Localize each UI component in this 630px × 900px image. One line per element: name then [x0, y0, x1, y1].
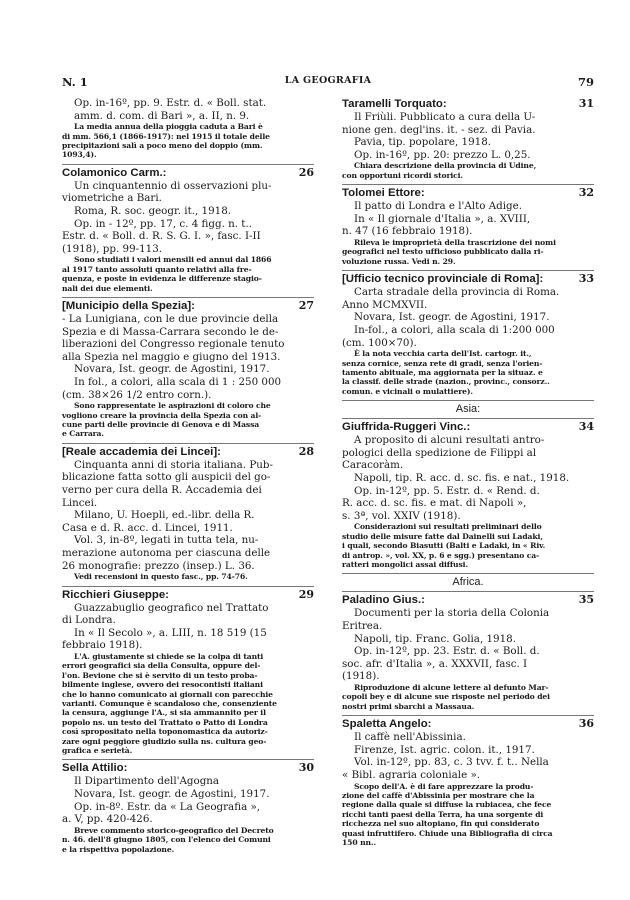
entry-number: 29 — [298, 587, 314, 601]
entry-note-line: di antrop. », vol. XX, p. 6 e sgg.) presentano ca- — [342, 550, 540, 560]
entry-note-line: con opportuni ricordi storici. — [342, 170, 463, 180]
entry-text-line: Un cinquantennio di osservazioni plu- — [74, 179, 272, 192]
entry-author: [Reale accademia dei Lincei]: — [62, 445, 221, 458]
entry-text-line: Pavia, tip. popolare, 1918. — [354, 136, 492, 149]
entry-text-line: alla Spezia nel maggio e giugno del 1913. — [62, 350, 281, 363]
entry-number: 36 — [578, 717, 594, 731]
entry-note-line: zare ogni peggiore giudizio sulla ns. cultura geo- — [62, 736, 267, 746]
entry-text-line: Carta stradale della provincia di Roma. — [354, 286, 560, 299]
entry-note-line: varianti. Comunque è scandaloso che, consenziente — [62, 698, 277, 708]
entry-note-line: al 1917 tanto assoluti quanto relativi alla fre- — [62, 264, 252, 274]
entry-text-line: In « Il giornale d'Italia », a. XVIII, — [354, 212, 531, 225]
entry-text-line: Firenze, Ist. agric. colon. it., 1917. — [354, 743, 535, 756]
entry-text-line: blicazione fatta sotto gli auspicii del go- — [62, 471, 271, 484]
entry-heading — [342, 591, 594, 607]
entry-text-line: nione gen. degl'ins. it. - sez. di Pavia. — [342, 123, 536, 136]
page-header — [62, 75, 594, 91]
entry-note-line: voluzione russa. Vedi n. 29. — [342, 256, 456, 266]
entry-text-line: Cinquanta anni di storia italiana. Pub- — [74, 458, 273, 471]
entry-text-line: Guazzabuglio geografico nel Trattato — [74, 601, 269, 614]
entry-note-line: L'A. giustamente si chiede se la colpa di tanti — [74, 651, 264, 661]
entry-text-line: Vol. 3, in-8º, legati in tutta tela, nu- — [74, 534, 259, 547]
entry-note-line: È la nota vecchia carta dell'Ist. cartogr. it., — [354, 349, 532, 359]
entry-text-line: Il Friùli. Pubblicato a cura della U- — [354, 111, 536, 123]
entry-text-line: Il Dipartimento dell'Agogna — [74, 775, 220, 788]
entry-text-line: 26 monografie: prezzo (insep.) L. 36. — [62, 559, 255, 572]
bibliography-entry — [62, 759, 314, 854]
entry-heading — [62, 297, 314, 313]
bibliography-entry — [62, 586, 314, 756]
entry-note-line: nostri primi sbarchi a Massaua. — [342, 701, 475, 711]
entry-author: Giuffrida-Ruggeri Vinc.: — [342, 421, 471, 434]
entry-text-line: Op. in-16º, pp. 9. Estr. d. « Boll. stat. — [74, 97, 267, 109]
entry-note-line: La media annua della pioggia caduta a Bari è — [74, 122, 263, 132]
entry-note-line: cune parti delle provincie di Genova e di Massa — [62, 419, 260, 429]
entry-text-line: (1918), pp. 99-113. — [62, 242, 163, 255]
entry-note-line: comun. e vicinali o mulattiere). — [342, 386, 473, 396]
entry-text-line: R. acc. d. sc. fis. e mat. di Napoli », — [342, 497, 527, 510]
entry-text-line: Spezia e di Massa-Carrara secondo le de- — [62, 325, 279, 338]
entry-text-line: Op. in-16º, pp. 20: prezzo L. 0,25. — [354, 148, 531, 161]
entry-note-line: Vedi recensioni in questo fasc., pp. 74-76. — [74, 572, 248, 582]
entry-number: 33 — [578, 272, 594, 286]
entry-text-line: verno per cura della R. Accademia dei — [62, 483, 262, 496]
entry-note-line: e Carrara. — [62, 429, 104, 439]
left-column — [62, 97, 314, 858]
entry-note-line: regione dalla quale si diffuse la rubiacea, che fece — [342, 800, 552, 810]
entry-text-line: (cm. 38×26 1/2 entro corn.). — [62, 388, 212, 401]
entry-heading — [62, 586, 314, 602]
entry-note-line: Rileva le improprietà della trascrizione dei nomi — [354, 237, 556, 247]
entry-number: 34 — [578, 420, 594, 434]
entry-text-line: pologici della spedizione de Filippi al — [342, 446, 537, 459]
entry-note-line: Considerazioni sui resultati preliminari dello — [354, 522, 542, 532]
entry-text-line: (cm. 100×70). — [342, 336, 417, 349]
entry-text-line: a. V, pp. 420-426. — [62, 813, 153, 826]
entry-note-line: bilmente inglese, ovvero dei resocontisti italiani — [62, 680, 263, 690]
entry-text-line: (1918). — [342, 670, 380, 683]
entry-note-line: Chiara descrizione della provincia di Udine, — [354, 161, 537, 171]
entry-note-line: ricchi tanti paesi della Terra, ha una sorgente di — [342, 809, 544, 819]
entry-note-line: copoli bey e di alcune sue risposte nel periodo dei — [342, 692, 550, 702]
entry-note-line: la classif. delle strade (nazion., provinc., consorz.. — [342, 377, 550, 387]
entry-note-line: ratteri mongolici assai diffusi. — [342, 559, 468, 569]
entry-heading — [342, 418, 594, 434]
entry-note-line: così spropositato nella toponomastica da autoriz- — [62, 727, 268, 737]
entry-number: 26 — [298, 165, 314, 179]
entry-text-line: merazione autonoma per ciascuna delle — [62, 546, 271, 559]
entry-text-line: n. 47 (16 febbraio 1918). — [342, 225, 473, 238]
entry-text-line: Napoli, tip. R. acc. d. sc. fis. e nat., 1918. — [354, 471, 570, 484]
entry-text-line: Novara, Ist. geogr. de Agostini, 1917. — [354, 311, 550, 324]
entry-note-line: quasi infruttifero. Chiude una Bibliografia di circa — [342, 828, 553, 838]
entry-text-line: Estr. d. « Boll. d. R. S. G. I. », fasc. I-II — [62, 230, 261, 243]
entry-note-line: la censura, aggiunge l'A., si sia ammannito per il — [62, 708, 266, 718]
entry-number: 28 — [298, 444, 314, 458]
entry-text-line: febbraio 1918). — [62, 639, 143, 652]
entry-text-line: Roma, R. soc. geogr. it., 1918. — [74, 205, 232, 217]
bibliography-entry — [342, 418, 594, 569]
entry-number: 27 — [298, 299, 314, 312]
entry-author: Paladino Gius.: — [342, 594, 425, 607]
bibliography-entry — [62, 297, 314, 439]
bibliography-entry — [62, 443, 314, 582]
entry-note-line: ricchezza nel suo altopiano, fin qui considerato — [342, 819, 540, 829]
entry-note-line: e la rispettiva popolazione. — [62, 844, 175, 854]
entry-author: [Ufficio tecnico provinciale di Roma]: — [342, 273, 544, 286]
entry-note-line: zione del caffè d'Abissinia per mostrare che la — [342, 790, 535, 800]
entry-text-line: - La Lunigiana, con le due provincie della — [62, 313, 279, 325]
running-title: LA GEOGRAFIA — [284, 75, 372, 86]
entry-text-line: Vol. in-12º, pp. 83, c. 3 tvv. f. t.. Nella — [354, 756, 549, 769]
entry-author: Sella Attilio: — [62, 762, 128, 775]
entry-text-line: Casa e d. R. acc. d. Lincei, 1911. — [62, 521, 233, 534]
entry-author: [Municipio della Spezia]: — [62, 300, 195, 312]
entry-text-line: Il caffè nell'Abissinia. — [354, 731, 466, 744]
entry-author: Spaletta Angelo: — [342, 718, 432, 731]
entry-note-line: geografici nel testo ufficioso pubblicato dalla ri- — [342, 247, 544, 257]
entry-note-line: senza cornice, senza rete di gradi, senza l'orien- — [342, 358, 543, 368]
entry-note-line: vogliono creare la provincia della Spezia con al- — [62, 410, 262, 420]
entry-note-line: precipitazioni salì a poco meno del doppio (mm. — [62, 141, 263, 150]
entry-note-line: errori geografici sia della Consulta, oppure del- — [62, 661, 261, 671]
entry-number: 35 — [578, 593, 594, 607]
entry-author: Colamonico Carm.: — [62, 166, 167, 179]
entry-note-line: 1093,4). — [62, 150, 97, 160]
entry-author: Tolomei Ettore: — [342, 187, 425, 200]
entry-text-line: In « Il Secolo », a. LIII, n. 18 519 (15 — [74, 626, 267, 639]
entry-note-line: Breve commento storico-geografico del Decreto — [74, 825, 274, 835]
entry-note-line: Riproduzione di alcune lettere al defunto Mar- — [354, 682, 549, 692]
entry-text-line: In fol., a colori, alla scala di 1 : 250 000 — [74, 375, 282, 388]
bibliography-entry — [342, 591, 594, 711]
entry-text-line: s. 3ª, vol. XXIV (1918). — [342, 509, 461, 522]
entry-note-line: Sono rappresentate le aspirazioni di coloro che — [74, 401, 271, 411]
entry-heading — [342, 184, 594, 200]
entry-heading — [342, 715, 594, 731]
page-number: 79 — [577, 75, 594, 89]
entry-text-line: Anno MCMXVII. — [342, 298, 428, 311]
entry-text-line: Novara, Ist. geogr. de Agostini, 1917. — [74, 363, 270, 376]
entry-author: Ricchieri Giuseppe: — [62, 588, 169, 601]
entry-text-line: viometriche a Bari. — [62, 192, 162, 205]
entry-note-line: grafica e serietà. — [62, 745, 133, 755]
entry-note-line: Scopo dell'A. è di fare apprezzare la produ- — [354, 781, 534, 791]
entry-text-line: Eritrea. — [342, 619, 383, 632]
bibliography-entry — [342, 270, 594, 396]
bibliography-entry — [342, 715, 594, 847]
entry-note-line: che lo hanno comunicato ai giornali con parecchie — [62, 689, 273, 699]
entry-text-line: Lincei. — [62, 496, 98, 509]
entry-text-line: A proposito di alcuni resultati antro- — [354, 434, 545, 447]
entry-text-line: Op. in-8º. Estr. da « La Geografia », — [74, 800, 261, 813]
right-column — [342, 97, 594, 851]
entry-number: 32 — [578, 186, 594, 200]
entry-number: 30 — [298, 761, 314, 775]
entry-text-line: Napoli, tip. Franc. Golia, 1918. — [354, 632, 516, 645]
entry-note-line: i quali, secondo Biasutti (Balti e Ladaki, in « Riv. — [342, 541, 546, 551]
entry-text-line: Il patto di Londra e l'Alto Adige. — [354, 200, 522, 213]
entry-text-line: Op. in - 12º, pp. 17, c. 4 figg. n. t.. — [74, 217, 252, 230]
entry-text-line: di Londra. — [62, 614, 116, 627]
section-heading: Asia: — [342, 400, 594, 416]
entry-note-line: l'on. Bevione che si è servito di un testo proba- — [62, 670, 258, 680]
entry-note-line: studio delle misure fatte dal Dainelli sui Ladaki, — [342, 531, 543, 541]
entry-note-line: di mm. 566,1 (1866-1917): nel 1915 il totale delle — [62, 131, 270, 141]
entry-note-line: popolo ns. un testo del Trattato o Patto di Londra — [62, 717, 268, 727]
entry-text-line: Documenti per la storia della Colonia — [354, 607, 550, 620]
entry-text-line: « Bibl. agraria coloniale ». — [342, 768, 481, 781]
entry-text-line: liberazioni del Congresso regionale tenuto — [62, 338, 285, 351]
entry-note-line: tamento abituale, ma aggiornata per la situaz. e — [342, 367, 543, 377]
entry-note-line: quenza, e poste in evidenza le differenze stagio- — [62, 274, 262, 284]
bibliography-entry — [62, 164, 314, 293]
issue-number: N. 1 — [62, 75, 88, 89]
entry-text-line: Op. in-12º, pp. 23. Estr. d. « Boll. d. — [354, 645, 540, 658]
entry-note-line: n. 46. dell'8 giugno 1805, con l'elenco dei Comuni — [62, 835, 271, 845]
entry-text-line: soc. afr. d'Italia », a. XXXVII, fasc. I — [342, 657, 528, 670]
bibliography-entry — [342, 97, 594, 180]
bibliography-entry — [62, 97, 314, 160]
entry-heading — [342, 270, 594, 286]
entry-number: 31 — [578, 97, 594, 110]
entry-note-line: Sono studiati i valori mensili ed annui dal 1866 — [74, 255, 272, 265]
entry-text-line: Novara, Ist. geogr. de Agostini, 1917. — [74, 787, 270, 800]
entry-note-line: 150 nn.. — [342, 837, 377, 847]
entry-text-line: Milano, U. Hoepli, ed.-libr. della R. — [74, 509, 255, 522]
bibliography-entry — [342, 184, 594, 266]
entry-heading — [62, 759, 314, 775]
section-heading: Africa. — [342, 573, 594, 589]
entry-text-line: Caracoràm. — [342, 459, 404, 472]
entry-heading — [62, 164, 314, 180]
entry-text-line: Op. in-12º, pp. 5. Estr. d. « Rend. d. — [354, 484, 540, 497]
entry-note-line: nali dei due elementi. — [62, 283, 153, 293]
entry-heading — [342, 97, 594, 111]
entry-text-line: amm. d. com. di Bari », a. II, n. 9. — [74, 109, 250, 122]
entry-author: Taramelli Torquato: — [342, 98, 447, 110]
entry-text-line: In-fol., a colori, alla scala di 1:200 000 — [354, 323, 555, 336]
entry-heading — [62, 443, 314, 459]
